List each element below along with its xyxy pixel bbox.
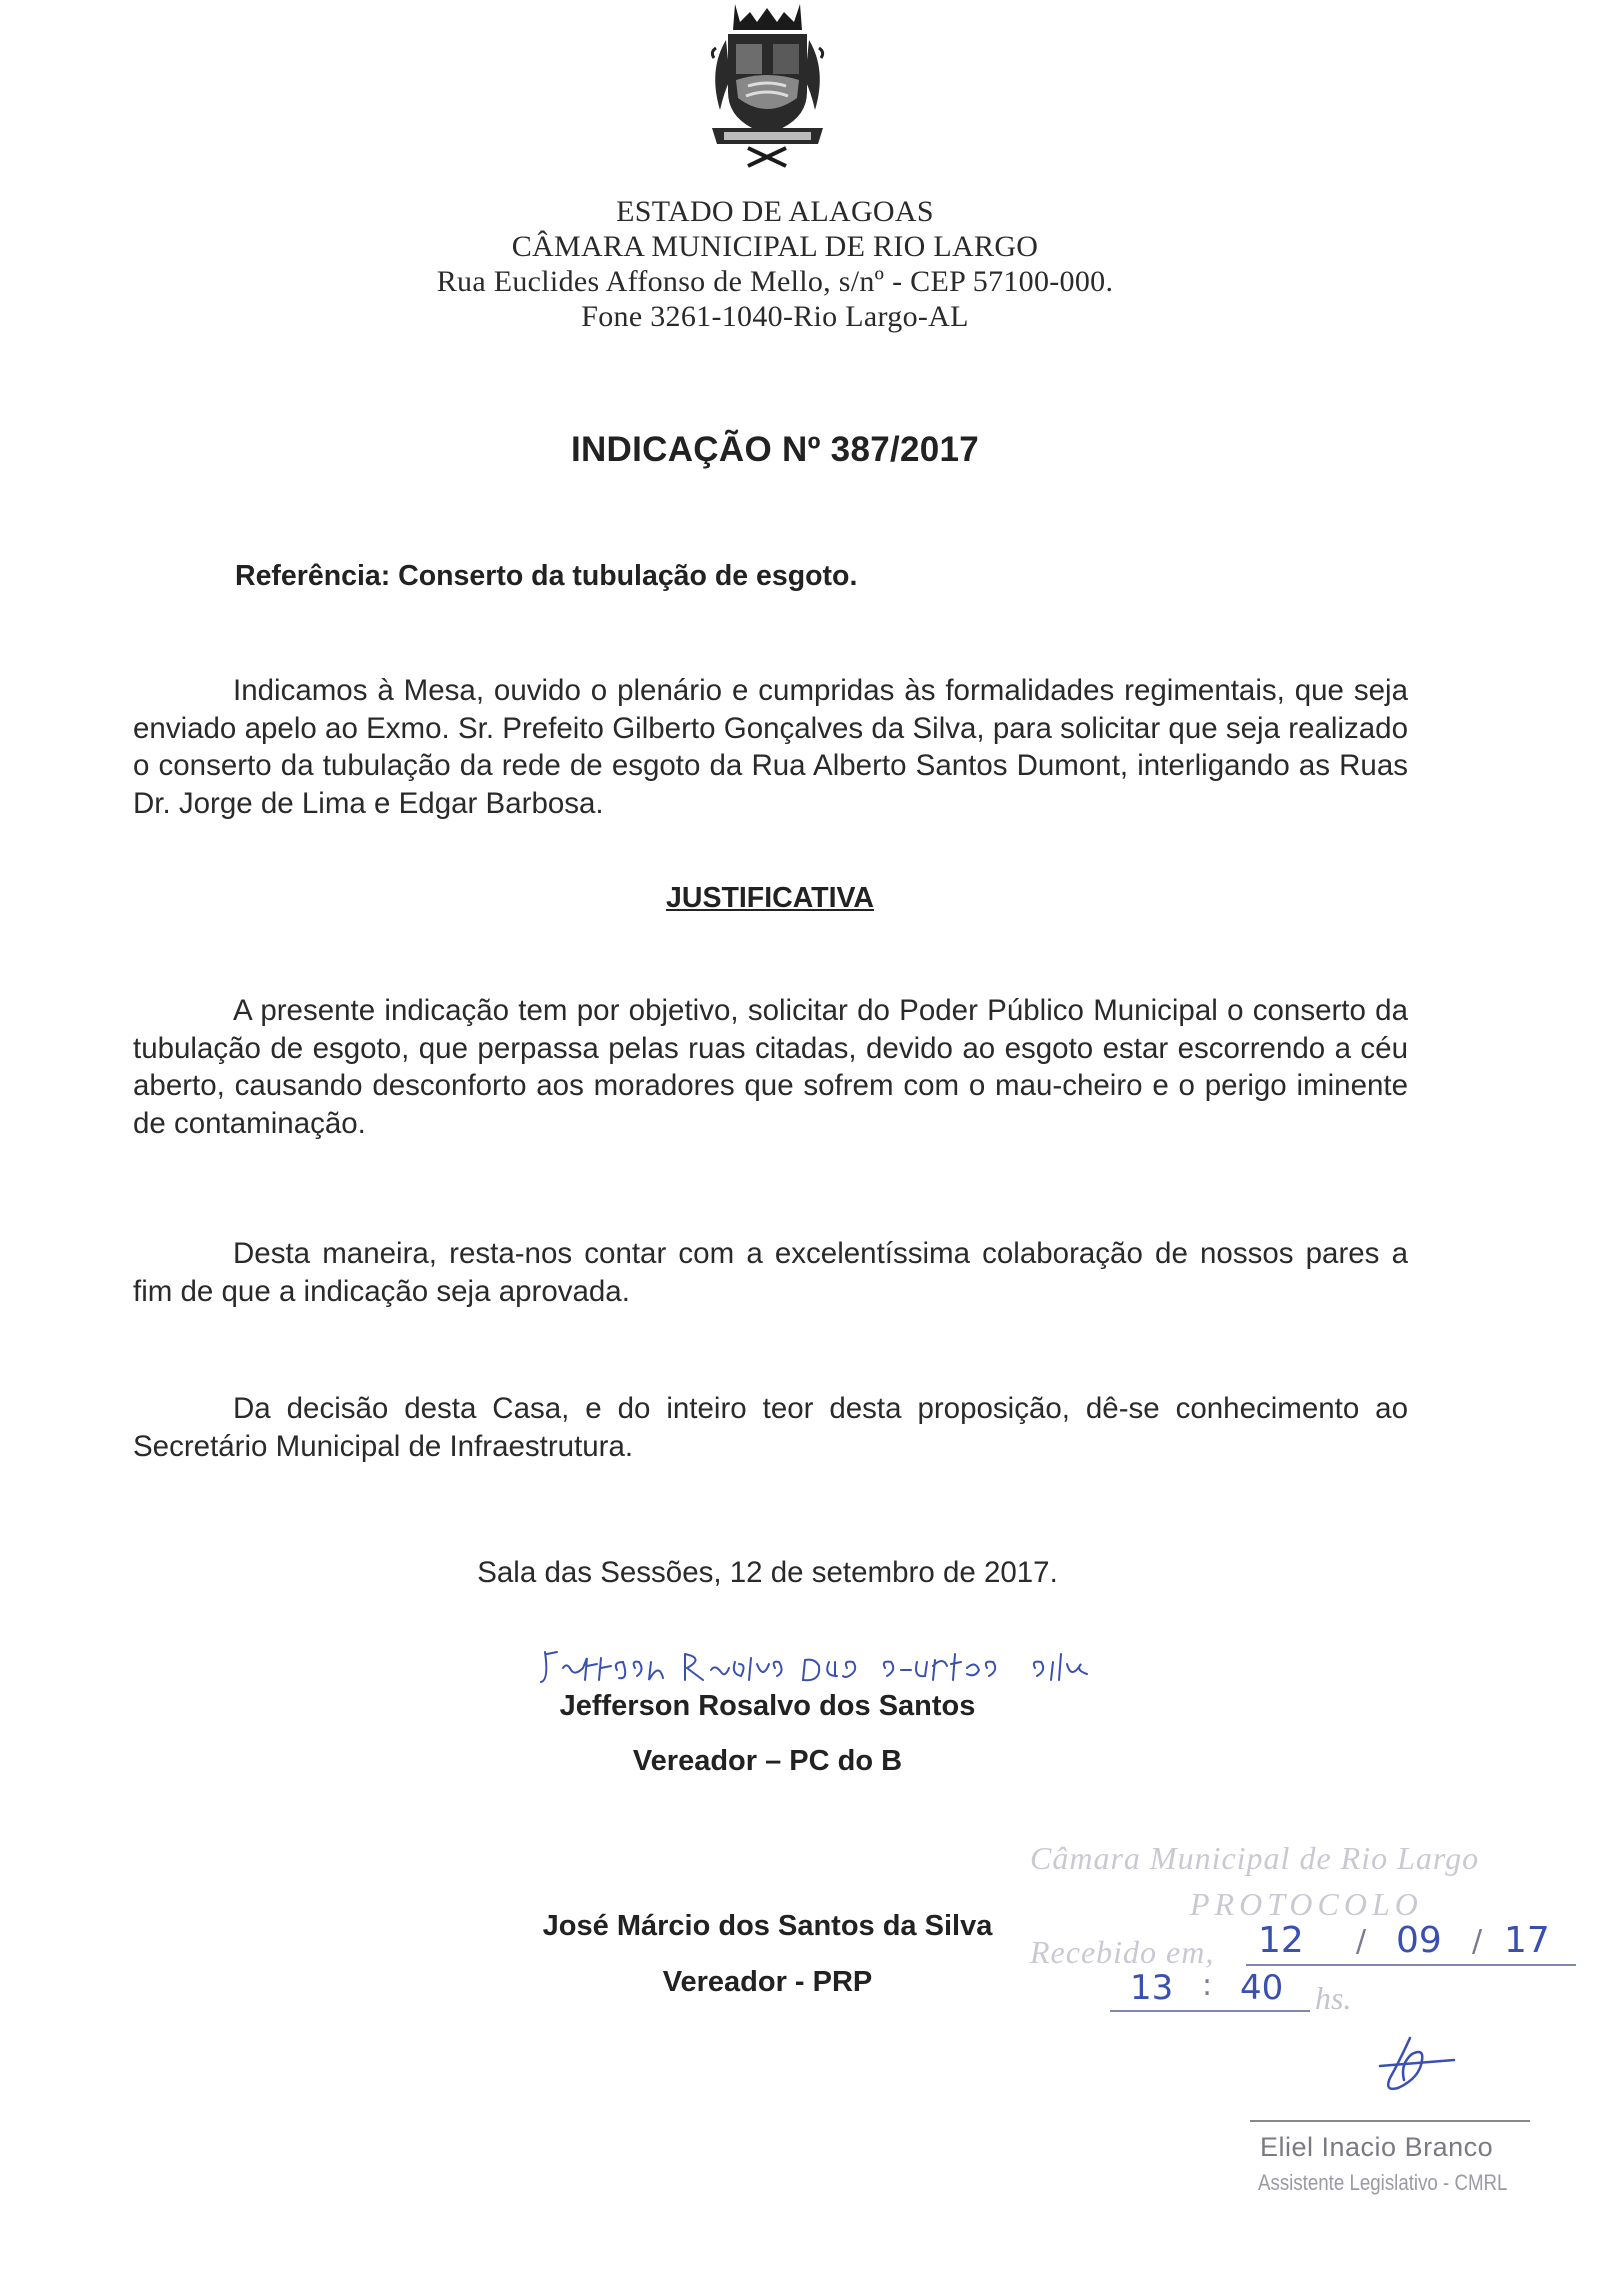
stamp-label: PROTOCOLO bbox=[1190, 1886, 1423, 1922]
stamp-date-rule bbox=[1246, 1964, 1576, 1966]
stamp-hour: 13 bbox=[1130, 1968, 1174, 2008]
signatory-role: Vereador - PRP bbox=[662, 1966, 873, 1998]
stamp-time-separator: : bbox=[1202, 1968, 1213, 2003]
letterhead bbox=[0, 194, 1550, 334]
stamp-date-separator: / bbox=[1356, 1924, 1367, 1959]
protocol-stamp bbox=[1010, 1820, 1600, 2280]
stamp-day: 12 bbox=[1258, 1920, 1304, 1961]
signatory-name: Jefferson Rosalvo dos Santos bbox=[559, 1690, 976, 1722]
justification-heading: JUSTIFICATIVA bbox=[666, 882, 874, 914]
justification-paragraph: A presente indicação tem por objetivo, solicitar do Poder Público Municipal o conserto da tubulação de esgoto, que perpassa pelas ruas citadas, devido ao esgoto estar escorrendo a céu aberto, causando desconforto aos moradores que sofrem com o mau-cheiro e o perigo iminente de contaminação. bbox=[133, 994, 1408, 1140]
state-name: ESTADO DE ALAGOAS bbox=[616, 195, 934, 228]
handwritten-signature bbox=[535, 1640, 1135, 1690]
body-paragraph: Indicamos à Mesa, ouvido o plenário e cumpridas às formalidades regimentais, que seja enviado apelo ao Exmo. Sr. Prefeito Gilberto Gonçalves da Silva, para solicitar que seja realizado o conserto da tubulação da rede de esgoto da Rua Alberto Santos Dumont, interligando as Ruas Dr. Jorge de Lima e Edgar Barbosa. bbox=[133, 674, 1408, 820]
session-date-line: Sala das Sessões, 12 de setembro de 2017. bbox=[477, 1556, 1058, 1589]
stamp-hours-suffix: hs. bbox=[1315, 1980, 1352, 2016]
institution-name: CÂMARA MUNICIPAL DE RIO LARGO bbox=[511, 230, 1039, 263]
justification-paragraph: Desta maneira, resta-nos contar com a excelentíssima colaboração de nossos pares a fim de que a indicação seja aprovada. bbox=[133, 1237, 1408, 1308]
stamp-year: 17 bbox=[1504, 1920, 1550, 1961]
stamp-month: 09 bbox=[1396, 1920, 1442, 1961]
document-title: INDICAÇÃO Nº 387/2017 bbox=[570, 430, 980, 469]
signatory-role: Vereador – PC do B bbox=[632, 1745, 903, 1777]
municipal-coat-of-arms-icon bbox=[690, 0, 845, 168]
stamp-received-time bbox=[1110, 1968, 1410, 2014]
stamp-minute: 40 bbox=[1240, 1968, 1284, 2008]
stamp-received-date bbox=[1246, 1920, 1576, 1968]
signatory-name: José Márcio dos Santos da Silva bbox=[542, 1910, 993, 1942]
stamp-clerk-name: Eliel Inacio Branco bbox=[1260, 2132, 1494, 2162]
stamp-signature-line bbox=[1250, 2120, 1530, 2122]
stamp-date-separator: / bbox=[1472, 1924, 1483, 1959]
institution-address: Rua Euclides Affonso de Mello, s/nº - CEP 57100-000. bbox=[436, 265, 1114, 298]
institution-phone: Fone 3261-1040-Rio Largo-AL bbox=[581, 300, 969, 333]
reference-line: Referência: Conserto da tubulação de esgoto. bbox=[235, 560, 858, 592]
stamp-institution: Câmara Municipal de Rio Largo bbox=[1030, 1840, 1480, 1876]
stamp-clerk-role: Assistente Legislativo - CMRL bbox=[1258, 2170, 1508, 2195]
justification-paragraph: Da decisão desta Casa, e do inteiro teor desta proposição, dê-se conhecimento ao Secretário Municipal de Infraestrutura. bbox=[133, 1392, 1408, 1463]
stamp-time-rule bbox=[1110, 2010, 1310, 2012]
stamp-received-label: Recebido em, bbox=[1030, 1934, 1215, 1970]
clerk-initials-signature bbox=[1370, 2030, 1460, 2100]
